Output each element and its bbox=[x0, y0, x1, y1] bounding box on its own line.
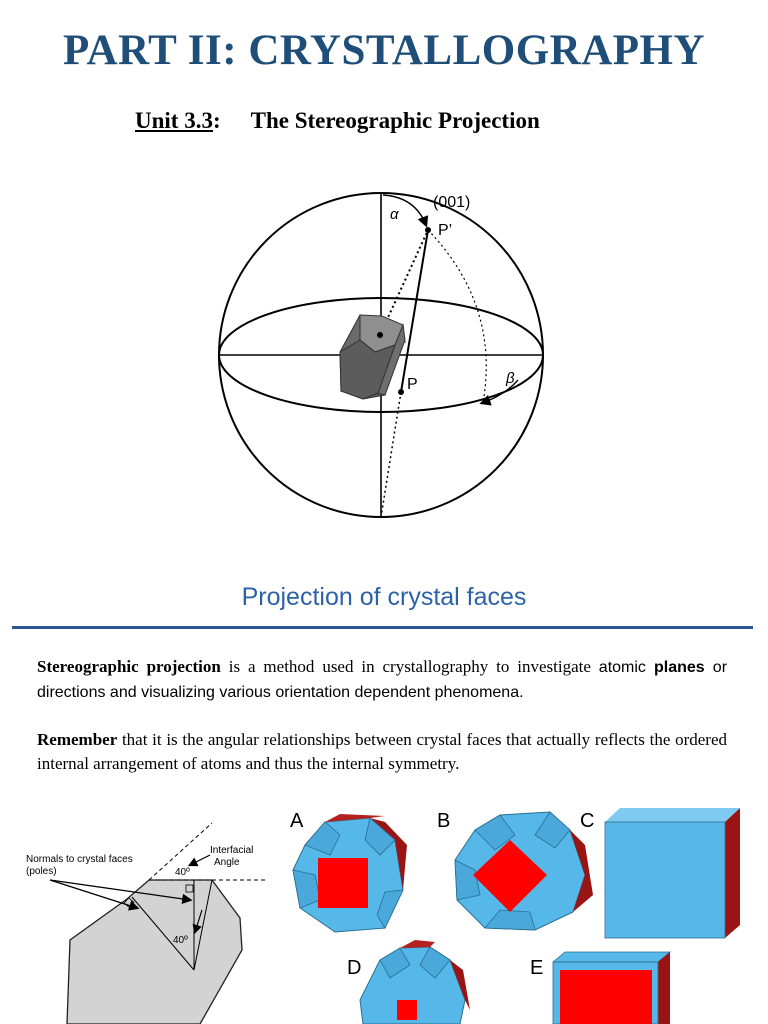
unit-title: The Stereographic Projection bbox=[250, 108, 540, 133]
term-remember: Remember bbox=[37, 730, 118, 749]
point-p bbox=[398, 389, 404, 395]
unit-heading bbox=[135, 108, 540, 134]
section-heading: Projection of crystal faces bbox=[241, 583, 527, 611]
label-b: B bbox=[437, 810, 451, 832]
label-e: E bbox=[530, 957, 544, 979]
normal-arrow-1 bbox=[50, 880, 137, 908]
shape-d-icon bbox=[347, 940, 470, 1024]
paragraph-remember bbox=[37, 728, 727, 776]
unit-number: Unit 3.3 bbox=[135, 108, 213, 133]
label-interfacial-line2: Angle bbox=[214, 857, 240, 868]
shape-b-icon bbox=[437, 810, 593, 930]
label-angle-bottom: 40º bbox=[173, 935, 188, 946]
solid-projection-line bbox=[401, 230, 428, 392]
section-divider bbox=[12, 626, 753, 629]
term-stereographic: Stereographic projection bbox=[37, 657, 221, 676]
label-p-prime: P’ bbox=[438, 222, 453, 239]
crystal-center-point bbox=[377, 332, 383, 338]
hexagonal-crystal bbox=[340, 315, 405, 399]
dotted-arc bbox=[428, 230, 486, 403]
label-c: C bbox=[580, 810, 595, 832]
point-p-prime bbox=[425, 227, 431, 233]
interfacial-angle-figure bbox=[22, 815, 272, 1024]
paragraph1-text-c: or directions and visualizing various orientation dependent phenomena. bbox=[37, 659, 728, 701]
label-a: A bbox=[290, 810, 304, 832]
term-planes: planes bbox=[654, 659, 705, 676]
paragraph2-text: that it is the angular relationships between crystal faces that actually reflects the ordered internal arrangement of atoms and thus the internal symmetry. bbox=[37, 730, 727, 773]
shape-a-icon bbox=[290, 810, 407, 932]
label-interfacial-line1: Interfacial bbox=[210, 845, 254, 856]
label-d: D bbox=[347, 957, 362, 979]
unit-colon: : bbox=[212, 108, 221, 133]
label-normals-line1: Normals to crystal faces bbox=[26, 854, 133, 865]
interfacial-arrow bbox=[190, 855, 210, 865]
paragraph1-text-b: atomic bbox=[598, 659, 655, 676]
label-alpha: α bbox=[390, 206, 399, 223]
label-normals-line2: (poles) bbox=[26, 866, 57, 877]
label-angle-top: 40º bbox=[175, 867, 190, 878]
shape-c-icon bbox=[580, 808, 740, 938]
page-title: PART II: CRYSTALLOGRAPHY bbox=[62, 27, 706, 74]
shape-e-icon bbox=[530, 952, 670, 1024]
label-001: (001) bbox=[433, 194, 471, 211]
paragraph-stereographic bbox=[37, 655, 727, 705]
label-beta: β bbox=[506, 370, 515, 387]
crystal-section bbox=[67, 880, 242, 1024]
label-p: P bbox=[407, 376, 418, 393]
crystal-shapes-figure bbox=[285, 800, 768, 1024]
paragraph1-text-a: is a method used in crystallography to investigate bbox=[220, 657, 599, 676]
stereographic-sphere-figure bbox=[200, 185, 560, 530]
